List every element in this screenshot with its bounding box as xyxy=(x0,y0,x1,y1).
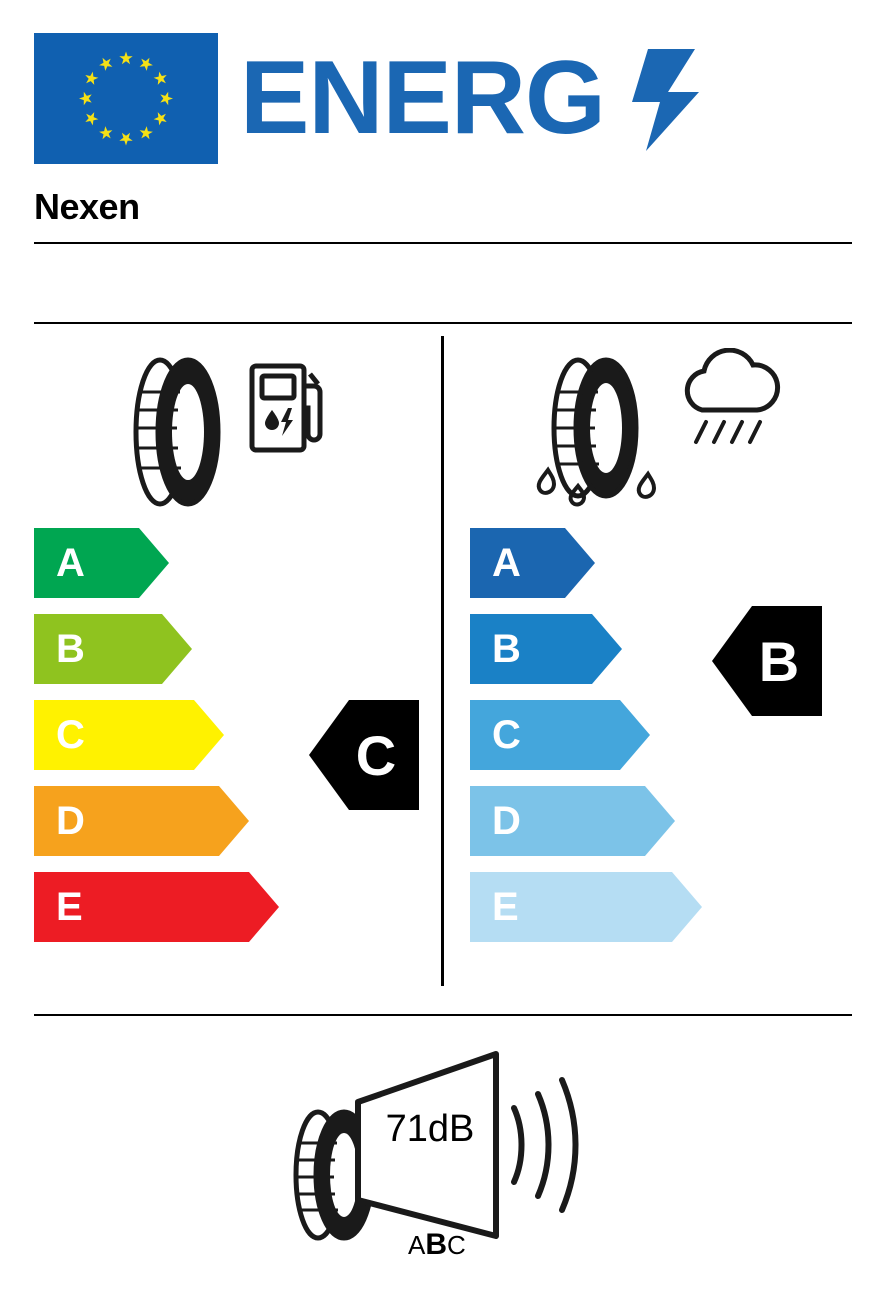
sound-waves-icon xyxy=(514,1080,576,1210)
fuel-grade-b xyxy=(34,614,279,684)
eu-flag-svg xyxy=(34,33,218,164)
wet-grade-c xyxy=(470,700,702,770)
fuel-grade-e xyxy=(34,872,279,942)
wet-grip-scale xyxy=(470,528,702,958)
fuel-tyre-icon xyxy=(126,352,236,517)
fuel-grade-c-letter: C xyxy=(56,713,85,757)
energy-wordmark-svg xyxy=(240,45,710,155)
wet-grade-d-letter: D xyxy=(492,799,521,843)
fuel-grade-a-letter: A xyxy=(56,541,85,585)
noise-db-value: 71dB xyxy=(385,1108,475,1150)
fuel-grade-e-letter: E xyxy=(56,885,83,929)
brand-name: Nexen xyxy=(34,186,140,227)
noise-class-row xyxy=(408,1228,466,1262)
divider-bottom-main xyxy=(34,1014,852,1016)
wet-grade-e xyxy=(470,872,702,942)
wet-grade-c-letter: C xyxy=(492,713,521,757)
fuel-grade-c xyxy=(34,700,279,770)
wet-grade-b-letter: B xyxy=(492,627,521,671)
wet-grip-result-badge xyxy=(712,606,822,716)
fuel-efficiency-scale xyxy=(34,528,279,958)
fuel-pump-icon xyxy=(248,352,328,467)
divider-under-brand xyxy=(34,242,852,244)
fuel-efficiency-result-letter: C xyxy=(355,723,397,787)
noise-class-b-selected: B xyxy=(425,1228,448,1261)
fuel-grade-b-letter: B xyxy=(56,627,85,671)
wet-grade-a-letter: A xyxy=(492,541,521,585)
wet-grip-tyre-icon xyxy=(530,352,680,517)
fuel-efficiency-result-badge xyxy=(309,700,419,810)
wet-grade-b xyxy=(470,614,702,684)
lightning-bolt-icon xyxy=(632,49,699,151)
fuel-grade-d-letter: D xyxy=(56,799,85,843)
fuel-grade-a xyxy=(34,528,279,598)
noise-class-a: A xyxy=(408,1230,426,1260)
divider-vertical xyxy=(441,336,444,986)
rain-cloud-icon xyxy=(672,348,792,463)
wet-grip-result-letter: B xyxy=(758,629,800,693)
fuel-grade-d xyxy=(34,786,279,856)
noise-class-c: C xyxy=(447,1230,466,1260)
energy-wordmark-text: ENERG xyxy=(240,45,605,155)
eu-flag-icon xyxy=(34,33,218,164)
wet-grade-a xyxy=(470,528,702,598)
divider-top-main xyxy=(34,322,852,324)
energy-wordmark xyxy=(240,45,710,155)
wet-grade-d xyxy=(470,786,702,856)
wet-grade-e-letter: E xyxy=(492,885,519,929)
